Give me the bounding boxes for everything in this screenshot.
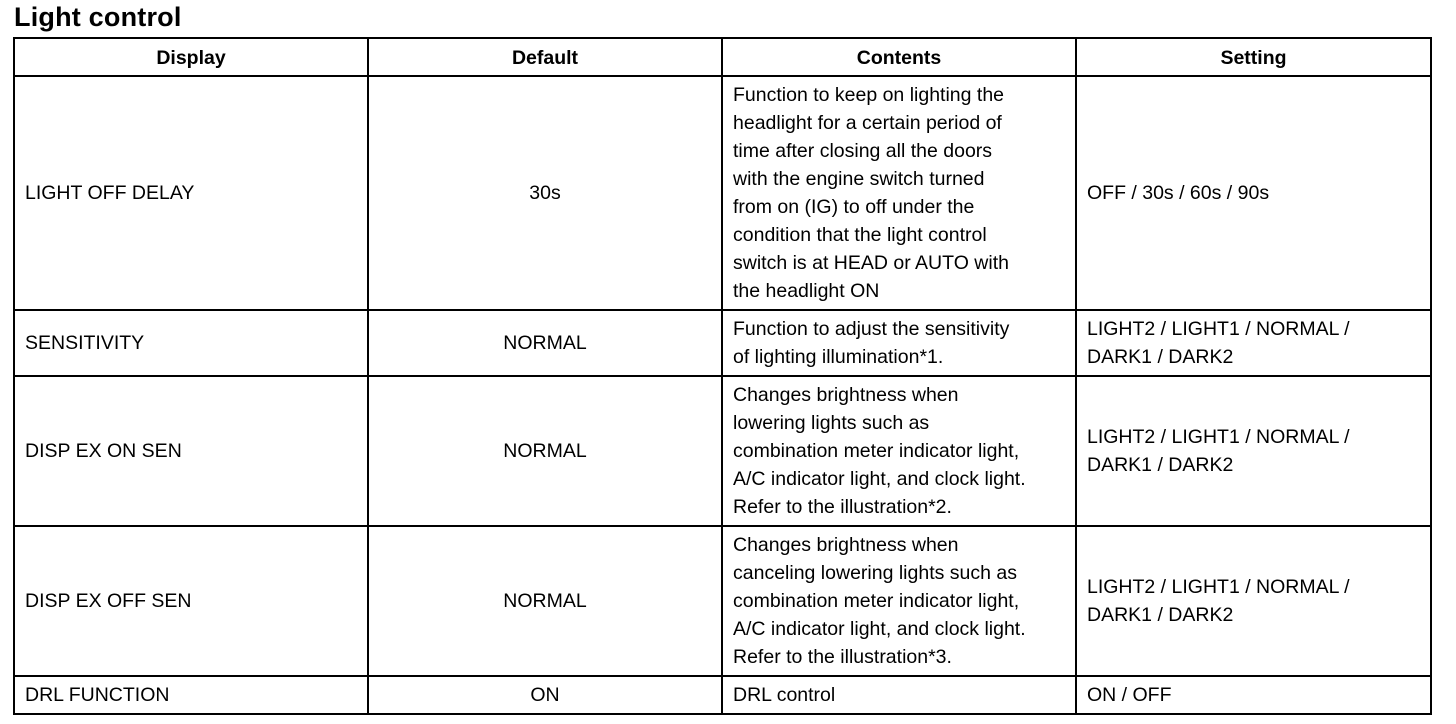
table-row [14,676,1431,714]
cell-contents [722,76,1076,310]
header-setting: Setting [1076,38,1431,76]
contents-line: the headlight ON [733,280,880,302]
contents-line: with the engine switch turned [733,168,985,190]
setting-line: ON / OFF [1087,684,1172,706]
setting-line: OFF / 30s / 60s / 90s [1087,182,1270,204]
table-row [14,376,1431,526]
cell-setting [1076,676,1431,714]
setting-line: LIGHT2 / LIGHT1 / NORMAL / [1087,576,1350,598]
contents-line: Changes brightness when [733,534,959,556]
contents-line: Refer to the illustration*3. [733,646,952,668]
contents-line: condition that the light control [733,224,987,246]
header-default: Default [368,38,722,76]
cell-setting [1076,310,1431,376]
contents-line: Function to adjust the sensitivity [733,318,1010,340]
setting-line: DARK1 / DARK2 [1087,454,1234,476]
table-header-row [14,38,1431,76]
setting-line: DARK1 / DARK2 [1087,604,1234,626]
cell-contents [722,310,1076,376]
contents-line: from on (IG) to off under the [733,196,975,218]
cell-setting [1076,76,1431,310]
contents-line: canceling lowering lights such as [733,562,1017,584]
contents-line: combination meter indicator light, [733,440,1020,462]
contents-line: A/C indicator light, and clock light. [733,468,1026,490]
setting-line: DARK1 / DARK2 [1087,346,1234,368]
setting-line: LIGHT2 / LIGHT1 / NORMAL / [1087,426,1350,448]
cell-setting [1076,526,1431,676]
header-contents: Contents [722,38,1076,76]
cell-contents [722,526,1076,676]
contents-line: Changes brightness when [733,384,959,406]
setting-line: LIGHT2 / LIGHT1 / NORMAL / [1087,318,1350,340]
contents-line: switch is at HEAD or AUTO with [733,252,1009,274]
cell-default: ON [368,676,722,714]
cell-default: 30s [368,76,722,310]
contents-line: of lighting illumination*1. [733,346,944,368]
contents-line: time after closing all the doors [733,140,993,162]
cell-display: SENSITIVITY [14,310,368,376]
table-row [14,526,1431,676]
light-control-table [13,37,1432,715]
contents-line: Refer to the illustration*2. [733,496,952,518]
header-display: Display [14,38,368,76]
cell-default: NORMAL [368,310,722,376]
table-row [14,310,1431,376]
cell-default: NORMAL [368,526,722,676]
page-title: Light control [14,2,182,32]
cell-display: LIGHT OFF DELAY [14,76,368,310]
contents-line: DRL control [733,684,836,706]
cell-contents [722,676,1076,714]
cell-default: NORMAL [368,376,722,526]
contents-line: combination meter indicator light, [733,590,1020,612]
cell-display: DISP EX ON SEN [14,376,368,526]
contents-line: Function to keep on lighting the [733,84,1005,106]
cell-contents [722,376,1076,526]
cell-display: DRL FUNCTION [14,676,368,714]
contents-line: lowering lights such as [733,412,930,434]
table-row [14,76,1431,310]
contents-line: A/C indicator light, and clock light. [733,618,1026,640]
cell-display: DISP EX OFF SEN [14,526,368,676]
cell-setting [1076,376,1431,526]
contents-line: headlight for a certain period of [733,112,1002,134]
